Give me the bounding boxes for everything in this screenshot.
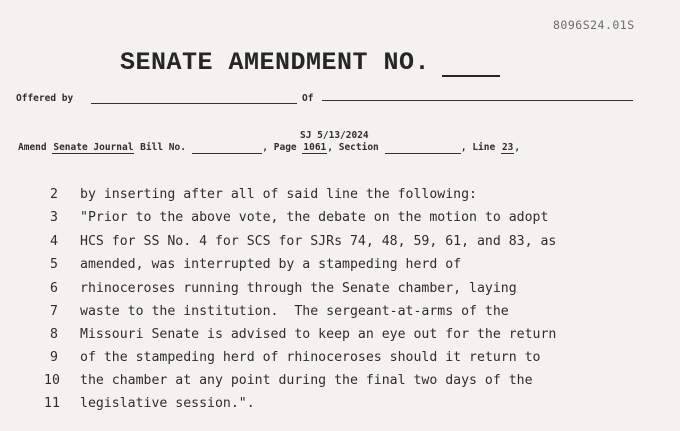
bill-label: Bill No. bbox=[140, 142, 186, 153]
line-text: amended, was interrupted by a stampeding herd of bbox=[80, 257, 462, 272]
line-text: rhinoceroses running through the Senate chamber, laying bbox=[80, 281, 517, 296]
body-line bbox=[44, 303, 509, 321]
line-label: Line bbox=[472, 142, 496, 153]
body-line bbox=[44, 256, 461, 274]
line-text: legislative session.". bbox=[80, 396, 255, 411]
page-title bbox=[120, 48, 500, 77]
bill-number-blank bbox=[192, 142, 263, 154]
body-line bbox=[44, 326, 556, 344]
of-label: Of bbox=[302, 93, 314, 104]
amendment-number-blank bbox=[442, 53, 500, 77]
body-line bbox=[44, 349, 541, 367]
body-line bbox=[44, 372, 533, 390]
body-line bbox=[44, 209, 548, 227]
offered-by-label: Offered by bbox=[16, 93, 74, 104]
line-number: 3 bbox=[50, 210, 58, 225]
section-label: Section bbox=[338, 142, 379, 153]
line-number: 9 bbox=[50, 350, 58, 365]
of-blank bbox=[322, 100, 633, 101]
line-number: 7 bbox=[50, 304, 58, 319]
line-text: of the stampeding herd of rhinoceroses should it return to bbox=[80, 350, 541, 365]
title-text: SENATE AMENDMENT NO. bbox=[120, 48, 431, 77]
line-text: the chamber at any point during the final two days of the bbox=[80, 373, 533, 388]
section-blank bbox=[385, 142, 461, 154]
body-line bbox=[44, 186, 477, 204]
amend-line: Amend Senate Journal Bill No. , Page 1061, Section , Line 23, bbox=[18, 142, 521, 153]
line-text: HCS for SS No. 4 for SCS for SJRs 74, 48, 59, 61, and 83, as bbox=[80, 234, 557, 249]
line-number: 6 bbox=[50, 281, 58, 296]
line-number: 11 bbox=[44, 396, 60, 411]
line-number: 4 bbox=[50, 234, 58, 249]
body-line bbox=[44, 280, 517, 298]
page-label: Page bbox=[273, 142, 297, 153]
line-text: Missouri Senate is advised to keep an eye out for the return bbox=[80, 327, 557, 342]
page-value: 1061 bbox=[303, 142, 327, 153]
line-number: 8 bbox=[50, 327, 58, 342]
line-number: 5 bbox=[50, 257, 58, 272]
document-id: 8096S24.01S bbox=[553, 18, 635, 32]
sj-note: SJ 5/13/2024 bbox=[300, 130, 369, 141]
line-number: 2 bbox=[50, 187, 58, 202]
line-text: waste to the institution. The sergeant-at-arms of the bbox=[80, 304, 509, 319]
body-line bbox=[44, 233, 556, 251]
amend-label: Amend bbox=[18, 142, 47, 153]
offered-by-blank bbox=[91, 103, 297, 104]
journal-value: Senate Journal bbox=[53, 142, 134, 153]
line-value: 23 bbox=[501, 142, 514, 153]
body-line bbox=[44, 395, 255, 413]
line-number: 10 bbox=[44, 373, 60, 388]
line-text: by inserting after all of said line the following: bbox=[80, 187, 477, 202]
line-text: "Prior to the above vote, the debate on the motion to adopt bbox=[80, 210, 549, 225]
